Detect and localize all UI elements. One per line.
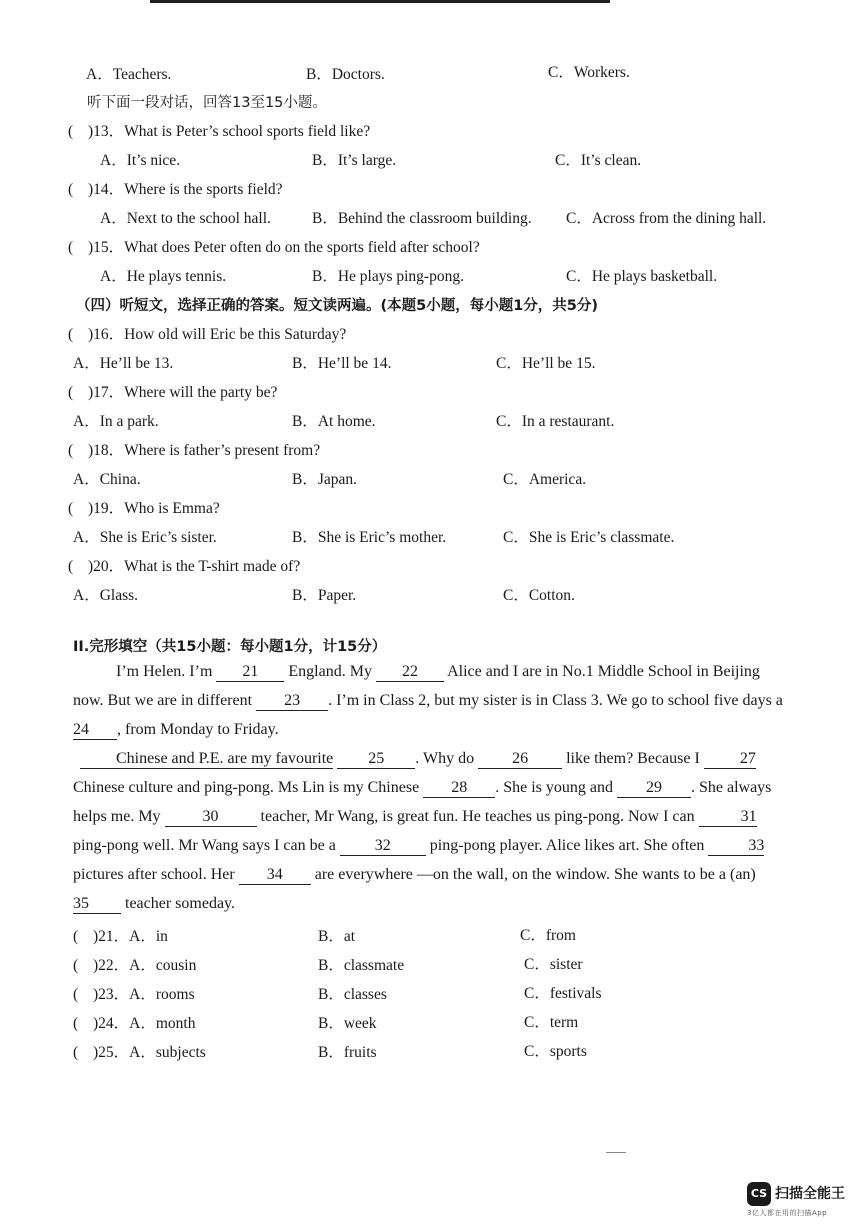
passage-line-5: Chinese culture and ping-pong. Ms Lin is my Chinese 28 . She is young and 29 . She always <box>73 779 772 796</box>
q24-option-b: B．week <box>318 1015 377 1032</box>
q18-stem: )18．Where is father’s present from? <box>88 442 321 459</box>
q17-stem: )17．Where will the party be? <box>88 384 278 401</box>
passage-line-2: now. But we are in different 23 . I’m in Class 2, but my sister is in Class 3. We go to school five days a <box>73 692 783 709</box>
q22-option-c: C．sister <box>524 956 583 973</box>
q23-stem: )23．A．rooms <box>93 986 195 1003</box>
scanner-app-name: 扫描全能王 <box>775 1186 845 1202</box>
q23-option-c: C．festivals <box>524 985 602 1002</box>
q12-option-c: C．Workers. <box>548 64 630 81</box>
question-20: ( )20．What is the T-shirt made of? <box>68 558 301 575</box>
q18-option-b: B．Japan. <box>292 471 358 488</box>
q15-option-c: C．He plays basketball. <box>566 268 718 285</box>
question-18: ( )18．Where is father’s present from? <box>68 442 321 459</box>
cloze-heading: II.完形填空（共15小题：每小题1分，计15分） <box>73 639 387 655</box>
q14-option-a: A．Next to the school hall. <box>100 210 271 227</box>
question-23: ( )23．A．rooms <box>73 986 195 1003</box>
q15-stem: )15．What does Peter often do on the sports field after school? <box>88 239 480 256</box>
question-13: ( )13．What is Peter’s school sports field like? <box>68 123 371 140</box>
q15-option-a: A．He plays tennis. <box>100 268 227 285</box>
question-14: ( )14．Where is the sports field? <box>68 181 283 198</box>
q19-option-c: C．She is Eric’s classmate. <box>503 529 675 546</box>
blank-28: 28 <box>423 780 495 798</box>
blank-33: 33 <box>708 838 764 856</box>
passage-line-4: Chinese and P.E. are my favourite 25 . Why do 26 like them? Because I 27 <box>80 750 756 769</box>
passage-line-3: 24 , from Monday to Friday. <box>73 721 279 738</box>
q14-option-b: B．Behind the classroom building. <box>312 210 532 227</box>
question-25: ( )25．A．subjects <box>73 1044 206 1061</box>
scan-edge-line <box>150 0 610 3</box>
q22-option-b: B．classmate <box>318 957 405 974</box>
q25-option-c: C．sports <box>524 1043 587 1060</box>
q17-option-a: A．In a park. <box>73 413 159 430</box>
q19-option-b: B．She is Eric’s mother. <box>292 529 447 546</box>
q21-option-c: C．from <box>520 927 576 944</box>
q24-stem: )24．A．month <box>93 1015 196 1032</box>
question-21: ( )21．A．in <box>73 928 168 945</box>
section-4-heading: （四）听短文，选择正确的答案。短文读两遍。(本题5小题，每小题1分，共5分) <box>76 298 599 314</box>
q24-option-c: C．term <box>524 1014 579 1031</box>
scan-speck <box>606 1152 626 1153</box>
q13-option-c: C．It’s clean. <box>555 152 642 169</box>
question-17: ( )17．Where will the party be? <box>68 384 278 401</box>
q17-option-c: C．In a restaurant. <box>496 413 615 430</box>
q20-option-c: C．Cotton. <box>503 587 575 604</box>
q12-option-a: A．Teachers. <box>86 66 172 83</box>
q21-option-b: B．at <box>318 928 356 945</box>
question-22: ( )22．A．cousin <box>73 957 197 974</box>
q13-option-b: B．It’s large. <box>312 152 397 169</box>
q20-option-a: A．Glass. <box>73 587 139 604</box>
q23-option-b: B．classes <box>318 986 387 1003</box>
q20-option-b: B．Paper. <box>292 587 357 604</box>
blank-34: 34 <box>239 867 311 885</box>
q13-stem: )13．What is Peter’s school sports field like? <box>88 123 371 140</box>
q13-option-a: A．It’s nice. <box>100 152 181 169</box>
q16-stem: )16．How old will Eric be this Saturday? <box>88 326 347 343</box>
blank-25: 25 <box>337 751 415 769</box>
q20-stem: )20．What is the T-shirt made of? <box>88 558 301 575</box>
question-15: ( )15．What does Peter often do on the sports field after school? <box>68 239 480 256</box>
cs-scanner-icon: CS <box>747 1182 771 1206</box>
q15-option-b: B．He plays ping-pong. <box>312 268 464 285</box>
blank-35: 35 <box>73 896 121 914</box>
blank-31: 31 <box>699 809 757 827</box>
q12-option-b: B．Doctors. <box>306 66 385 83</box>
blank-27: 27 <box>704 751 756 769</box>
q14-option-c: C．Across from the dining hall. <box>566 210 767 227</box>
q16-option-b: B．He’ll be 14. <box>292 355 392 372</box>
q25-stem: )25．A．subjects <box>93 1044 206 1061</box>
scanner-watermark-logo <box>747 1180 855 1220</box>
q19-stem: )19．Who is Emma? <box>88 500 220 517</box>
blank-32: 32 <box>340 838 426 856</box>
passage-line-6: helps me. My 30 teacher, Mr Wang, is great fun. He teaches us ping-pong. Now I can 31 <box>73 808 757 825</box>
dialogue-instruction: 听下面一段对话，回答13至15小题。 <box>87 95 327 111</box>
q19-option-a: A．She is Eric’s sister. <box>73 529 217 546</box>
blank-22: 22 <box>376 664 444 682</box>
question-24: ( )24．A．month <box>73 1015 196 1032</box>
q18-option-c: C．America. <box>503 471 587 488</box>
passage-line-1: I’m Helen. I’m 21 England. My 22 Alice and I are in No.1 Middle School in Beijing <box>116 663 760 680</box>
question-19: ( )19．Who is Emma? <box>68 500 220 517</box>
blank-21: 21 <box>216 664 284 682</box>
q17-option-b: B．At home. <box>292 413 376 430</box>
blank-26: 26 <box>478 751 562 769</box>
q25-option-b: B．fruits <box>318 1044 377 1061</box>
passage-line-7: ping-pong well. Mr Wang says I can be a 32 ping-pong player. Alice likes art. She often 33 <box>73 837 765 854</box>
q14-stem: )14．Where is the sports field? <box>88 181 283 198</box>
blank-24: 24 <box>73 722 117 740</box>
passage-line-8: pictures after school. Her 34 are everywhere —on the wall, on the window. She wants to be a (an) <box>73 866 756 883</box>
scanner-tagline: 3亿人都在用的扫描App <box>747 1209 828 1217</box>
q16-option-c: C．He’ll be 15. <box>496 355 596 372</box>
question-16: ( )16．How old will Eric be this Saturday? <box>68 326 347 343</box>
blank-23: 23 <box>256 693 328 711</box>
blank-30: 30 <box>165 809 257 827</box>
q18-option-a: A．China. <box>73 471 141 488</box>
passage-line-9: 35 teacher someday. <box>73 895 236 912</box>
q16-option-a: A．He’ll be 13. <box>73 355 174 372</box>
blank-29: 29 <box>617 780 691 798</box>
q21-stem: )21．A．in <box>93 928 168 945</box>
q22-stem: )22．A．cousin <box>93 957 197 974</box>
